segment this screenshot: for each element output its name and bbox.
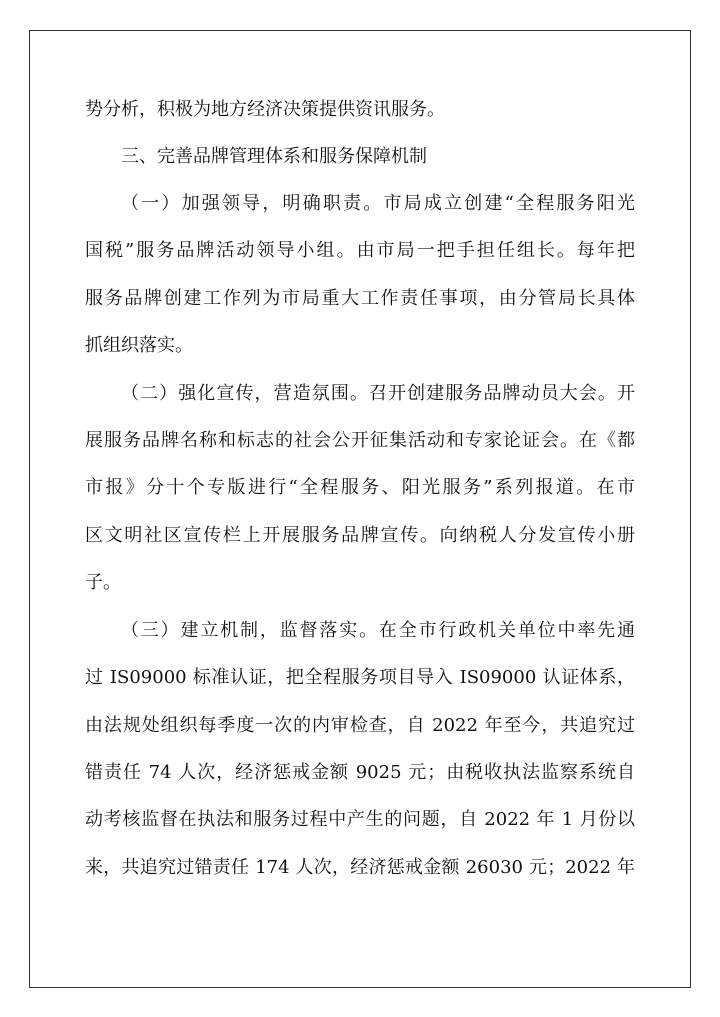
text-line-17: 来，共追究过错责任 174 人次，经济惩戒金额 26030 元；2022 年 <box>85 857 635 878</box>
text-line-12: （三）建立机制，监督落实。在全市行政机关单位中率先通 <box>121 620 635 641</box>
text-line-3: （一）加强领导，明确职责。市局成立创建“全程服务阳光 <box>121 193 635 214</box>
text-line-9: 市报》分十个专版进行“全程服务、阳光服务”系列报道。在市 <box>85 477 635 498</box>
text-line-8: 展服务品牌名称和标志的社会公开征集活动和专家论证会。在《都 <box>85 430 635 451</box>
section-heading: 三、完善品牌管理体系和服务保障机制 <box>121 146 427 167</box>
text-line-7: （二）强化宣传，营造氛围。召开创建服务品牌动员大会。开 <box>121 383 635 404</box>
page-frame <box>29 30 691 988</box>
text-line-11: 子。 <box>85 572 121 593</box>
text-line-6: 抓组织落实。 <box>85 335 193 356</box>
text-line-5: 服务品牌创建工作列为市局重大工作责任事项，由分管局长具体 <box>85 288 635 309</box>
text-line-13: 过 IS09000 标准认证，把全程服务项目导入 IS09000 认证体系， <box>85 667 635 688</box>
text-line-1: 势分析，积极为地方经济决策提供资讯服务。 <box>85 99 445 120</box>
text-line-10: 区文明社区宣传栏上开展服务品牌宣传。向纳税人分发宣传小册 <box>85 525 635 546</box>
text-line-16: 动考核监督在执法和服务过程中产生的问题，自 2022 年 1 月份以 <box>85 809 635 830</box>
text-line-4: 国税”服务品牌活动领导小组。由市局一把手担任组长。每年把 <box>85 240 635 261</box>
text-line-14: 由法规处组织每季度一次的内审检查，自 2022 年至今，共追究过 <box>85 715 635 736</box>
text-line-15: 错责任 74 人次，经济惩戒金额 9025 元；由税收执法监察系统自 <box>85 762 635 783</box>
